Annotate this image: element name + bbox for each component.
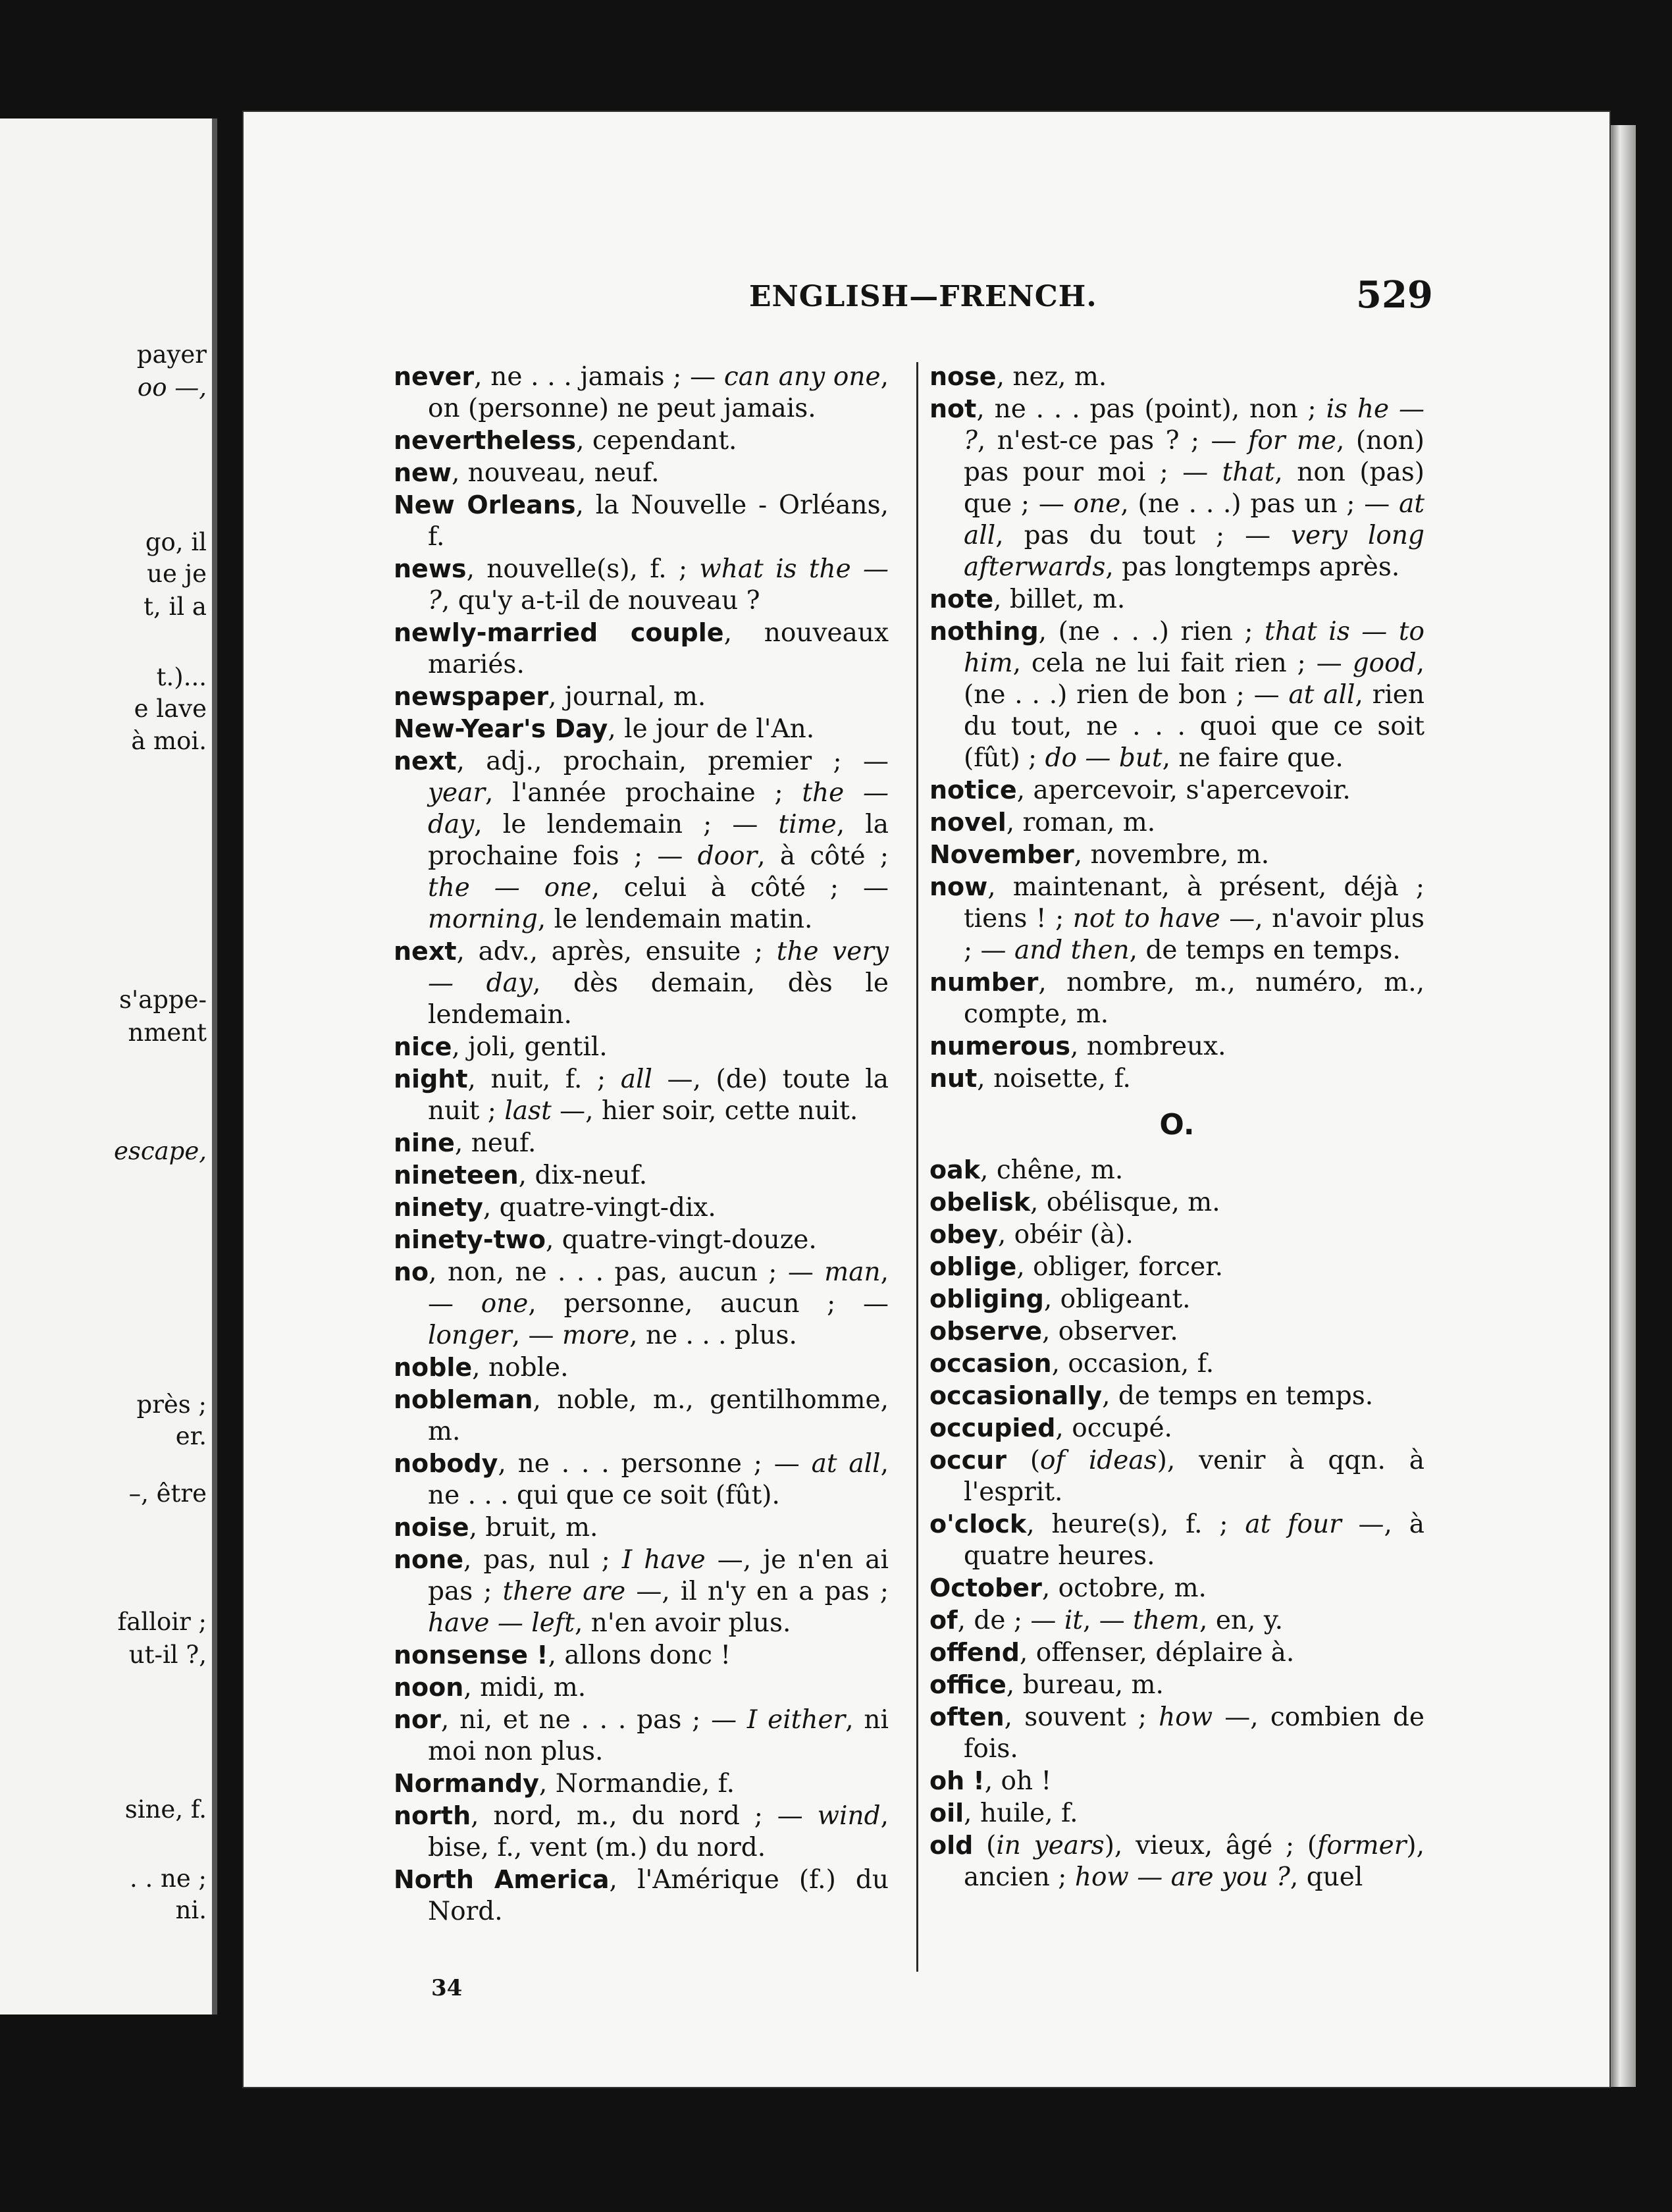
definition: , non, ne . . . pas, aucun ; — man, — one, personne, aucun ; — longer, — more, ne . . . plus. [428,1257,889,1350]
dictionary-entry [394,1448,889,1512]
previous-page-fragment: s'appe- [119,986,207,1014]
definition: , le jour de l'An. [608,714,815,744]
definition: , ni, et ne . . . pas ; — I either, ni moi non plus. [428,1705,889,1766]
definition: , obligeant. [1043,1284,1191,1314]
dictionary-entry [929,1669,1424,1701]
definition: , noble. [472,1353,569,1382]
dictionary-entry [929,806,1424,839]
headword: obey [929,1220,998,1249]
dictionary-entry [394,489,889,553]
previous-page-fragment: ut-il ?, [128,1641,207,1669]
dictionary-entry [394,1512,889,1544]
dictionary-entry [394,1224,889,1256]
headword: note [929,585,994,614]
definition: , souvent ; how —, combien de fois. [964,1702,1424,1764]
previous-page-fragment: t.)... [156,663,207,691]
dictionary-entry [929,1572,1424,1604]
dictionary-entry [394,1352,889,1384]
dictionary-entry [394,1031,889,1063]
headword: old [929,1831,974,1860]
dictionary-entry [394,1256,889,1352]
dictionary-entry [929,1508,1424,1572]
headword: New-Year's Day [394,714,608,743]
previous-page-edge [0,118,217,2014]
dictionary-entry [394,713,889,745]
dictionary-entry [394,1639,889,1672]
headword: nothing [929,617,1039,646]
previous-page-fragment: à moi. [131,727,207,755]
previous-page-fragment: ue je [147,560,207,588]
dictionary-entry [394,1063,889,1127]
dictionary-entry [394,681,889,713]
dictionary-entry [929,1348,1424,1380]
definition: , allons donc ! [548,1641,731,1670]
headword: next [394,747,457,776]
headword: oak [929,1155,981,1184]
dictionary-entry [394,1864,889,1928]
previous-page-fragment: t, il a [144,592,207,621]
previous-page-fragment: payer [136,340,207,369]
previous-page-fragment: . . ne ; [130,1864,207,1893]
dictionary-entry [394,1768,889,1800]
headword: occur [929,1446,1006,1475]
definition: , Normandie, f. [538,1769,735,1799]
definition: , pas, nul ; I have —, je n'en ai pas ; there are —, il n'y en a pas ; have — left, n'en avoir plus. [428,1545,889,1638]
definition: , midi, m. [463,1673,587,1702]
headword: Normandy [394,1769,539,1798]
headword: no [394,1257,429,1286]
dictionary-entry [929,871,1424,966]
dictionary-entry [929,1765,1424,1797]
dictionary-entry [394,935,889,1031]
headword: oil [929,1799,964,1828]
dictionary-entry [929,616,1424,774]
definition: , obélisque, m. [1030,1188,1220,1217]
dictionary-entry [929,1444,1424,1508]
dictionary-entry [394,1159,889,1192]
headword: newly-married couple [394,618,724,647]
definition: , quatre-vingt-dix. [483,1193,716,1223]
previous-page-fragment: er. [175,1422,207,1450]
definition: , nuit, f. ; all —, (de) toute la nuit ; last —, hier soir, cette nuit. [428,1065,889,1126]
headword: observe [929,1317,1042,1346]
headword: next [394,937,457,966]
headword: never [394,362,475,391]
headword: North America [394,1865,610,1894]
definition: (of ideas), venir à qqn. à l'esprit. [964,1446,1424,1507]
headword: now [929,872,988,901]
definition: , de temps en temps. [1102,1381,1374,1411]
dictionary-entry [929,966,1424,1030]
definition: , nouveaux mariés. [428,618,889,679]
dictionary-entry [394,1672,889,1704]
definition: , joli, gentil. [452,1032,608,1062]
definition: , heure(s), f. ; at four —, à quatre heures. [964,1510,1425,1571]
dictionary-entry [929,1830,1424,1893]
headword: occasionally [929,1381,1103,1410]
dictionary-entry [929,393,1424,583]
headword: north [394,1801,471,1830]
dictionary-entry [929,1219,1424,1251]
definition: , noisette, f. [977,1064,1131,1093]
definition: , roman, m. [1006,808,1156,837]
dictionary-entry [929,1063,1424,1095]
definition: , nombre, m., numéro, m., compte, m. [964,968,1424,1029]
dictionary-entry [394,361,889,425]
definition: , neuf. [454,1128,536,1158]
headword: obliging [929,1284,1044,1313]
definition: , nouvelle(s), f. ; what is the — ?, qu'y a-t-il de nouveau ? [428,554,889,616]
previous-page-fragment: go, il [145,528,207,556]
dictionary-entry [929,1251,1424,1283]
definition: , (ne . . .) rien ; that is — to him, cela ne lui fait rien ; — good, (ne . . .) rien de bon ; — at all, rien du tout, ne . . . quoi que ce soit (fût) ; do — but, ne faire que. [964,617,1424,773]
headword: oblige [929,1252,1017,1281]
definition: , cependant. [576,426,737,456]
previous-page-fragment: falloir ; [117,1608,207,1636]
headword: novel [929,808,1006,837]
left-column [394,361,889,1928]
headword: office [929,1670,1006,1699]
dictionary-entry [929,1797,1424,1830]
definition: , maintenant, à présent, déjà ; tiens ! ; not to have —, n'avoir plus ; — and then, de temps en temps. [964,872,1424,965]
headword: occupied [929,1413,1056,1442]
dictionary-entry [394,617,889,681]
signature-mark: 34 [431,1975,463,2001]
definition: , billet, m. [993,585,1126,614]
page-number: 529 [1356,273,1433,317]
running-head: ENGLISH—FRENCH. [749,280,1097,313]
definition: , occasion, f. [1051,1349,1215,1379]
headword: nobody [394,1449,498,1478]
previous-page-fragment: e lave [134,695,207,723]
previous-page-fragment: oo —, [137,373,207,402]
definition: , chêne, m. [980,1155,1124,1185]
dictionary-entry [394,1127,889,1159]
headword: obelisk [929,1188,1031,1217]
dictionary-entry [929,1154,1424,1186]
headword: nineteen [394,1161,519,1190]
definition: , de ; — it, — them, en, y. [957,1606,1284,1635]
definition: , observer. [1041,1317,1178,1346]
definition: , apercevoir, s'apercevoir. [1016,776,1351,805]
headword: November [929,840,1074,869]
dictionary-entry [929,1637,1424,1669]
headword: offend [929,1638,1020,1667]
definition: , adv., après, ensuite ; the very — day, dès demain, dès le lendemain. [428,937,889,1030]
headword: ninety [394,1193,483,1222]
dictionary-entry [394,1704,889,1768]
headword: new [394,458,452,487]
dictionary-entry [394,1384,889,1448]
headword: nine [394,1128,455,1157]
headword: noble [394,1353,473,1382]
headword: October [929,1573,1042,1602]
dictionary-entry [929,1186,1424,1219]
headword: number [929,968,1039,997]
definition: , nouveau, neuf. [451,458,660,488]
headword: nice [394,1032,452,1061]
definition: , adj., prochain, premier ; — year, l'année prochaine ; the — day, le lendemain ; — time, la prochaine fois ; — door, à côté ; the — one, celui à côté ; — morning, le lendemain matin. [428,747,889,934]
definition: , ne . . . personne ; — at all, ne . . . qui que ce soit (fût). [428,1449,889,1510]
definition: , offenser, déplaire à. [1019,1638,1295,1668]
dictionary-entry [394,1192,889,1224]
headword: nut [929,1064,978,1093]
previous-page-fragment: ni. [175,1896,207,1924]
headword: notice [929,776,1017,804]
definition: , huile, f. [964,1799,1078,1828]
dictionary-entry [394,1800,889,1864]
definition: , oh ! [984,1766,1052,1796]
definition: , l'Amérique (f.) du Nord. [428,1865,889,1926]
definition: , obéir (à). [997,1220,1134,1250]
dictionary-entry [394,745,889,935]
definition: , dix-neuf. [518,1161,648,1190]
headword: nevertheless [394,426,577,455]
definition: , nombreux. [1070,1032,1226,1061]
headword: none [394,1545,463,1574]
definition: , ne . . . pas (point), non ; is he — ?, n'est-ce pas ? ; — for me, (non) pas pour moi ; — that, non (pas) que ; — one, (ne . . .) pas un ; — at all, pas du tout ; — very long afterwards, pas longtemps après. [964,394,1425,582]
definition: , bureau, m. [1006,1670,1164,1700]
headword: nose [929,362,997,391]
headword: nor [394,1705,441,1734]
headword: not [929,394,977,423]
dictionary-entry [929,1380,1424,1412]
headword: occasion [929,1349,1052,1378]
headword: New Orleans [394,490,576,519]
dictionary-entry [929,583,1424,616]
headword: noise [394,1513,469,1542]
previous-page-fragment: –, être [128,1479,207,1508]
headword: noon [394,1673,464,1702]
dictionary-entry [394,1544,889,1639]
dictionary-entry [394,553,889,617]
definition: , noble, m., gentilhomme, m. [428,1385,889,1446]
headword: ninety-two [394,1225,546,1254]
section-letter: O. [1159,1108,1195,1142]
headword: o'clock [929,1510,1027,1539]
headword: nobleman [394,1385,533,1414]
dictionary-entry [929,839,1424,871]
headword: nonsense ! [394,1641,548,1670]
definition: , novembre, m. [1074,840,1270,870]
definition: , octobre, m. [1041,1573,1207,1603]
definition: , nord, m., du nord ; — wind, bise, f., vent (m.) du nord. [428,1801,889,1862]
dictionary-entry [929,1030,1424,1063]
previous-page-fragment: sine, f. [124,1795,207,1824]
right-column [929,361,1424,1893]
dictionary-entry [929,774,1424,806]
definition: , ne . . . jamais ; — can any one, on (personne) ne peut jamais. [428,362,889,423]
previous-page-fragment: nment [128,1018,207,1047]
dictionary-entry [929,361,1424,393]
dictionary-entry [929,1701,1424,1765]
dictionary-entry [929,1604,1424,1637]
definition: (in years), vieux, âgé ; (former), ancien ; how — are you ?, quel [964,1831,1424,1892]
dictionary-entry [929,1412,1424,1444]
previous-page-fragment: près ; [136,1390,207,1419]
dictionary-entry [394,457,889,489]
headword: of [929,1606,958,1635]
definition: , occupé. [1055,1413,1172,1443]
headword: numerous [929,1032,1070,1061]
definition: , obliger, forcer. [1016,1252,1223,1282]
headword: oh ! [929,1766,985,1795]
column-divider [916,362,918,1972]
definition: , quatre-vingt-douze. [546,1225,817,1255]
dictionary-entry [394,425,889,457]
headword: newspaper [394,682,549,711]
headword: often [929,1702,1005,1731]
dictionary-entry [929,1315,1424,1348]
headword: news [394,554,467,583]
definition: , la Nouvelle - Orléans, f. [428,490,889,552]
dictionary-entry [929,1283,1424,1315]
definition: , journal, m. [548,682,706,712]
definition: , bruit, m. [469,1513,598,1542]
definition: , nez, m. [996,362,1107,392]
headword: night [394,1065,468,1093]
previous-page-fragment: escape, [113,1137,207,1165]
